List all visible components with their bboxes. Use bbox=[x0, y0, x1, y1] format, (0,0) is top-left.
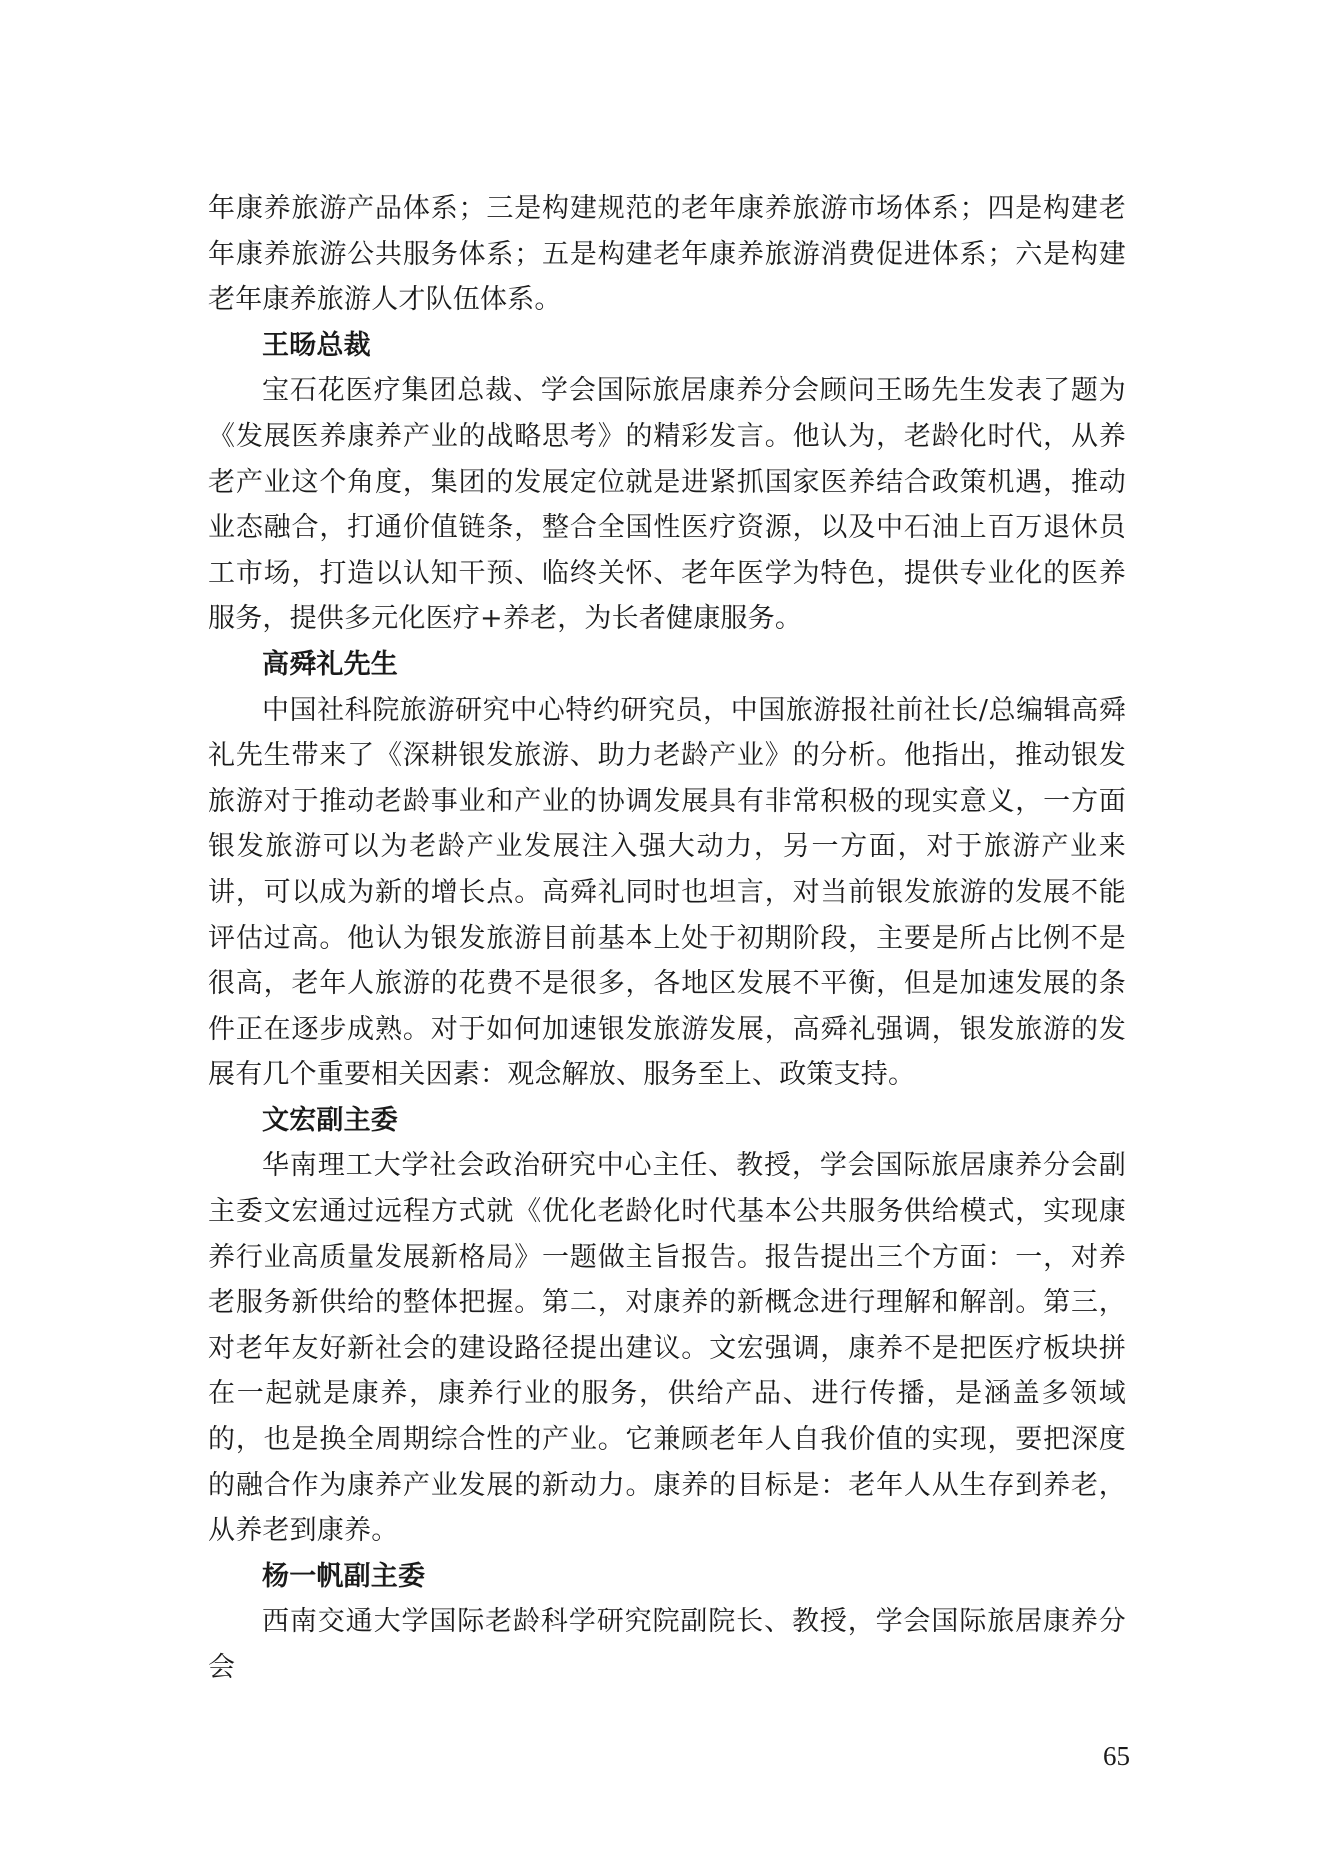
section-paragraph: 华南理工大学社会政治研究中心主任、教授，学会国际旅居康养分会副主委文宏通过远程方式就《优化老龄化时代基本公共服务供给模式，实现康养行业高质量发展新格局》一题做主旨报告。报告提出三个方面：一，对养老服务新供给的整体把握。第二，对康养的新概念进行理解和解剖。第三，对老年友好新社会的建设路径提出建议。文宏强调，康养不是把医疗板块拼在一起就是康养，康养行业的服务，供给产品、进行传播，是涵盖多领域的，也是换全周期综合性的产业。它兼顾老年人自我价值的实现，要把深度的融合作为康养产业发展的新动力。康养的目标是：老年人从生存到养老，从养老到康养。 bbox=[208, 1150, 1126, 1547]
page-number: 65 bbox=[1103, 1741, 1130, 1771]
document-body bbox=[208, 186, 1126, 1691]
continuation-paragraph: 年康养旅游产品体系；三是构建规范的老年康养旅游市场体系；四是构建老年康养旅游公共服务体系；五是构建老年康养旅游消费促进体系；六是构建老年康养旅游人才队伍体系。 bbox=[208, 193, 1126, 316]
section-wang-yang bbox=[208, 323, 1126, 642]
section-heading: 杨一帆副主委 bbox=[262, 1560, 426, 1592]
section-heading: 文宏副主委 bbox=[262, 1104, 398, 1136]
section-heading: 高舜礼先生 bbox=[262, 648, 398, 680]
section-wen-hong bbox=[208, 1098, 1126, 1554]
section-yang-yifan bbox=[208, 1554, 1126, 1691]
section-paragraph: 中国社科院旅游研究中心特约研究员，中国旅游报社前社长/总编辑高舜礼先生带来了《深耕银发旅游、助力老龄产业》的分析。他指出，推动银发旅游对于推动老龄事业和产业的协调发展具有非常积极的现实意义，一方面银发旅游可以为老龄产业发展注入强大动力，另一方面，对于旅游产业来讲，可以成为新的增长点。高舜礼同时也坦言，对当前银发旅游的发展不能评估过高。他认为银发旅游目前基本上处于初期阶段，主要是所占比例不是很高，老年人旅游的花费不是很多，各地区发展不平衡，但是加速发展的条件正在逐步成熟。对于如何加速银发旅游发展，高舜礼强调，银发旅游的发展有几个重要相关因素：观念解放、服务至上、政策支持。 bbox=[208, 694, 1126, 1091]
section-paragraph: 西南交通大学国际老龄科学研究院副院长、教授，学会国际旅居康养分会 bbox=[208, 1606, 1126, 1683]
section-paragraph: 宝石花医疗集团总裁、学会国际旅居康养分会顾问王旸先生发表了题为《发展医养康养产业的战略思考》的精彩发言。他认为，老龄化时代，从养老产业这个角度，集团的发展定位就是进紧抓国家医养结合政策机遇，推动业态融合，打通价值链条，整合全国性医疗资源，以及中石油上百万退休员工市场，打造以认知干预、临终关怀、老年医学为特色，提供专业化的医养服务，提供多元化医疗+养老，为长者健康服务。 bbox=[208, 375, 1126, 635]
section-gao-shunli bbox=[208, 642, 1126, 1098]
section-heading: 王旸总裁 bbox=[262, 329, 371, 361]
